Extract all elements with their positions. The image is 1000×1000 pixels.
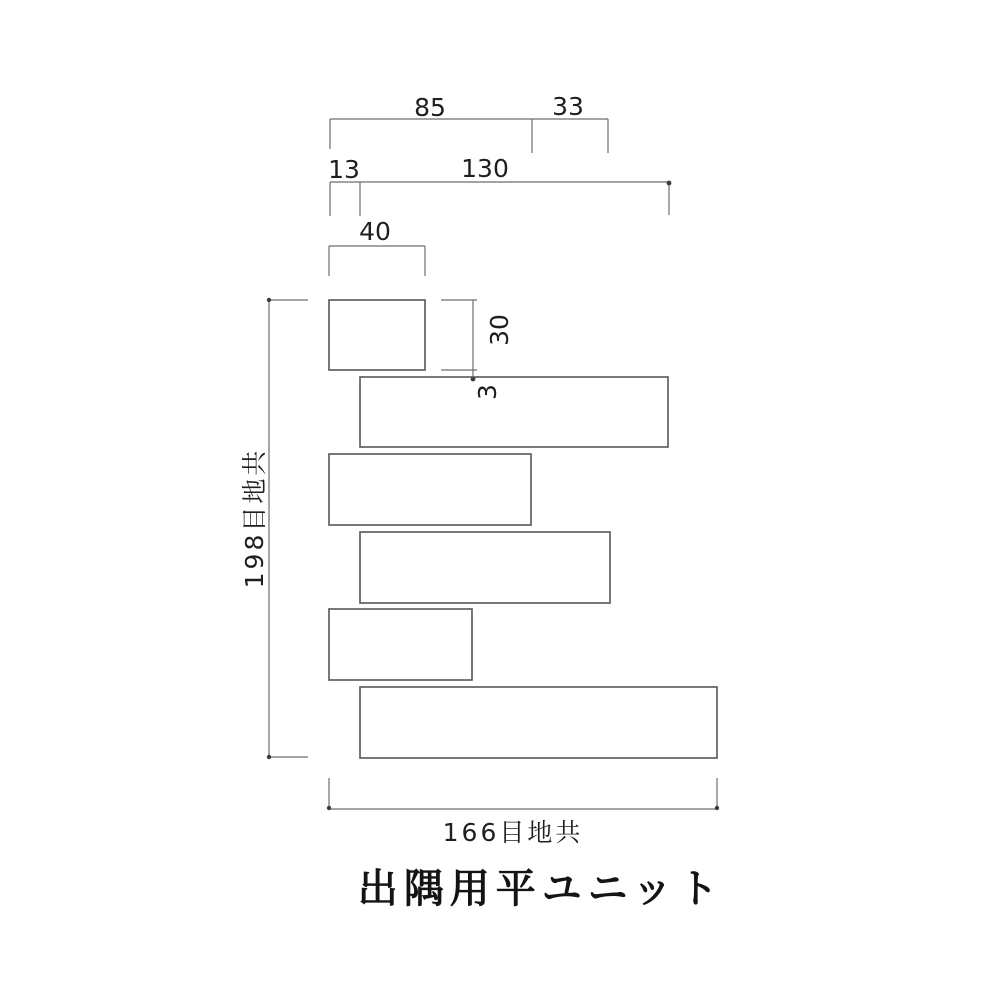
dim-arrow-dot — [715, 806, 719, 810]
dim-label-33: 33 — [552, 92, 584, 121]
tile-courses — [329, 300, 717, 758]
brick-row-1 — [329, 300, 425, 370]
drawing-title: 出隅用平ユニット — [357, 866, 725, 912]
dim-group-13-130 — [328, 154, 671, 216]
brick-row-6 — [360, 687, 717, 758]
dim-arrow-dot — [667, 181, 672, 186]
dim-label-130: 130 — [461, 154, 509, 183]
dim-label-85: 85 — [414, 93, 446, 122]
dim-group-total-width — [327, 778, 719, 847]
dim-group-85-33 — [330, 92, 608, 153]
dim-group-total-height — [240, 298, 308, 759]
dim-label-joint-3: 3 — [473, 384, 502, 400]
dim-arrow-dot — [267, 755, 271, 759]
brick-row-3 — [329, 454, 531, 525]
brick-row-2 — [360, 377, 668, 447]
dim-label-40: 40 — [359, 217, 391, 246]
dim-group-40 — [329, 217, 425, 276]
brick-row-4 — [360, 532, 610, 603]
dim-group-30-3 — [441, 300, 514, 400]
dim-label-total-width: 166目地共 — [442, 818, 584, 847]
dim-arrow-dot — [327, 806, 331, 810]
dim-arrow-dot — [267, 298, 271, 302]
dim-label-13: 13 — [328, 155, 360, 184]
dim-label-30: 30 — [485, 314, 514, 346]
dim-label-total-height: 198目地共 — [240, 447, 269, 589]
brick-row-5 — [329, 609, 472, 680]
